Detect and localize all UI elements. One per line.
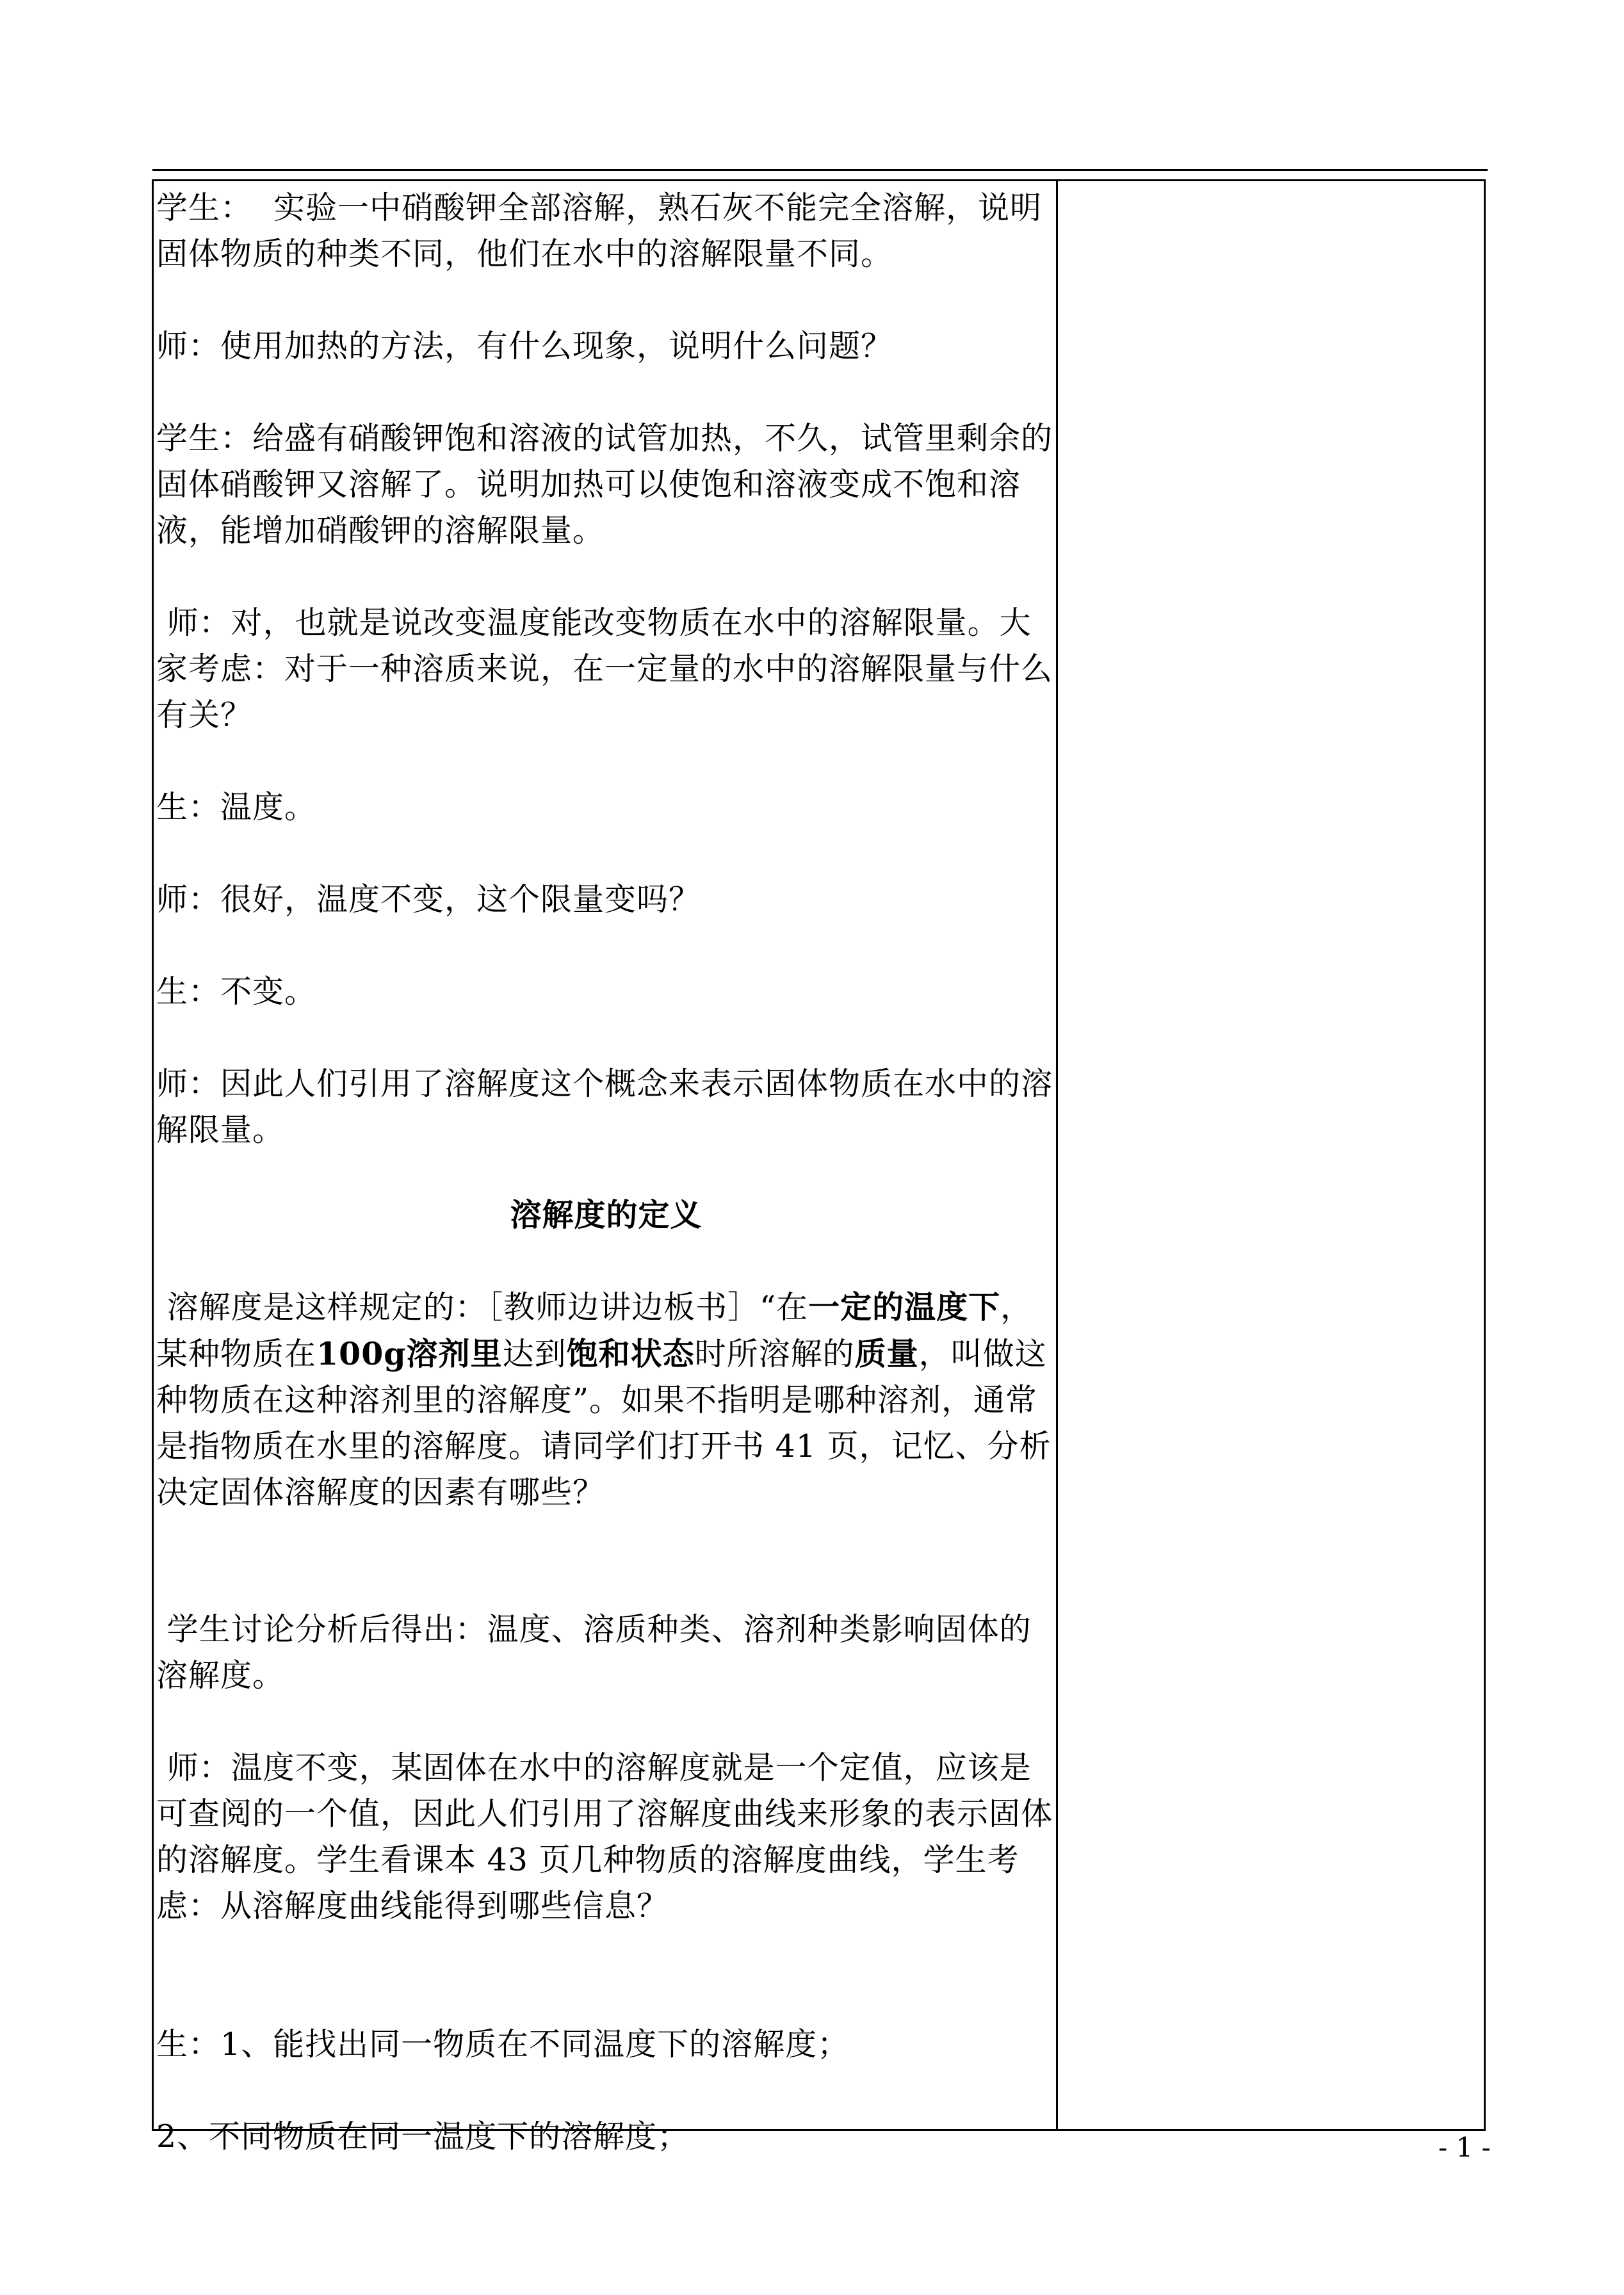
section-heading: 溶解度的定义: [510, 1196, 702, 1233]
definition-bold-mass: 质量: [854, 1335, 919, 1372]
paragraph-student-info-2: 2、不同物质在同一温度下的溶解度；: [156, 2118, 690, 2155]
lesson-content-column: [156, 181, 1056, 2155]
paragraph-teacher-heating-question: 师：使用加热的方法，有什么现象，说明什么问题？: [156, 328, 893, 364]
definition-text-3: 达到: [502, 1336, 567, 1372]
definition-bold-solvent: 100g溶剂里: [316, 1335, 503, 1372]
page-number: - 1 -: [1438, 2132, 1491, 2163]
paragraph-student-experiment-result: 学生： 实验一中硝酸钾全部溶解，熟石灰不能完全溶解，说明固体物质的种类不同，他们在水中的溶解限量不同。: [156, 190, 1043, 272]
definition-text-4: 时所溶解的: [694, 1336, 855, 1372]
paragraph-student-temperature: 生：温度。: [156, 789, 317, 825]
paragraph-teacher-temperature-question: 师：对，也就是说改变温度能改变物质在水中的溶解限量。大家考虑：对于一种溶质来说，在一定量的水中的溶解限量与什么有关？: [156, 604, 1053, 733]
column-divider: [1056, 181, 1058, 2129]
paragraph-solubility-definition: [156, 1284, 1056, 1516]
definition-text-1: 溶解度是这样规定的：［教师边讲边板书］“在: [156, 1289, 809, 1326]
paragraph-student-heating-answer: 学生：给盛有硝酸钾饱和溶液的试管加热，不久，试管里剩余的固体硝酸钾又溶解了。说明加热可以使饱和溶液变成不饱和溶液，能增加硝酸钾的溶解限量。: [156, 420, 1053, 549]
paragraph-teacher-limit-question: 师：很好，温度不变，这个限量变吗？: [156, 881, 701, 918]
header-rule: [152, 169, 1488, 171]
definition-text-5: ，叫做这种物质在这种溶剂里的溶解度”。如果不指明是哪种溶剂，通常是指物质在水里的溶解度。请同学们打开书 41 页，记忆、分析决定固体溶解度的因素有哪些？: [156, 1336, 1052, 1511]
paragraph-teacher-concept-intro: 师：因此人们引用了溶解度这个概念来表示固体物质在水中的溶解限量。: [156, 1066, 1053, 1148]
paragraph-student-discussion: 学生讨论分析后得出：温度、溶质种类、溶剂种类影响固体的溶解度。: [156, 1611, 1032, 1694]
lesson-table: [152, 179, 1486, 2155]
paragraph-student-unchanged: 生：不变。: [156, 973, 317, 1010]
paragraph-teacher-solubility-curve: 师：温度不变，某固体在水中的溶解度就是一个定值，应该是可查阅的一个值，因此人们引用了溶解度曲线来形象的表示固体的溶解度。学生看课本 43 页几种物质的溶解度曲线，学生考虑：从溶解度曲线能得到哪些信息？: [156, 1749, 1053, 1924]
definition-bold-temperature: 一定的温度下: [808, 1288, 1001, 1326]
definition-text-2: ，某种物质在: [156, 1289, 1033, 1372]
paragraph-student-info-1: 生：1、能找出同一物质在不同温度下的溶解度；: [156, 2026, 850, 2063]
definition-bold-saturation: 饱和状态: [566, 1335, 695, 1372]
